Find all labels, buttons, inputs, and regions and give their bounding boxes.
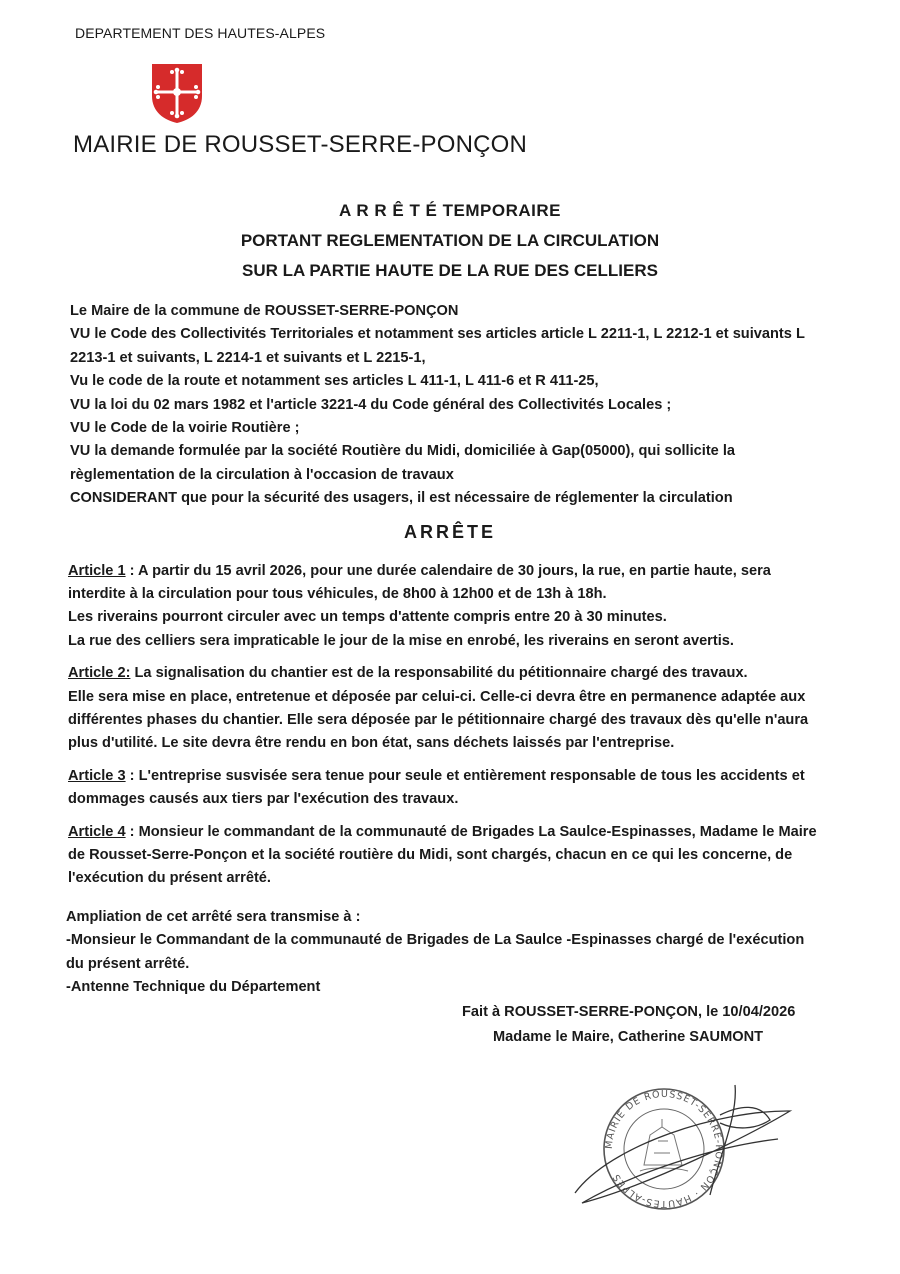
article-1-line-2: Les riverains pourront circuler avec un temps d'attente compris entre 20 à 30 minutes. (68, 609, 667, 626)
ampliation-line: -Antenne Technique du Département (66, 979, 321, 996)
article-3 (68, 765, 828, 811)
preamble-line: VU la loi du 02 mars 1982 et l'article 3221-4 du Code général des Collectivités Locales ; (70, 396, 672, 413)
document-title (0, 196, 900, 286)
preamble-line: CONSIDERANT que pour la sécurité des usagers, il est nécessaire de réglementer la circulation (70, 490, 733, 507)
title-line-1: A R R Ê T É TEMPORAIRE (339, 201, 561, 220)
preamble-line: Le Maire de la commune de ROUSSET-SERRE-PONÇON (70, 303, 459, 319)
article-1 (68, 560, 828, 653)
article-2-line-2: Elle sera mise en place, entretenue et déposée par celui-ci. Celle-ci devra être en permanence adaptée aux différentes phases du chantier. Elle sera déposée par le pétitionnaire chargé des travaux dès qu'elle n'aura plus d'utilité. Le site devra être rendu en bon état, sans déchets laissés par l'entreprise. (68, 688, 809, 751)
department-name: DEPARTEMENT DES HAUTES-ALPES (75, 25, 326, 41)
arrete-heading: ARRÊTE (403, 522, 496, 542)
article-1-line-3: La rue des celliers sera impraticable le jour de la mise en enrobé, les riverains en seront avertis. (68, 632, 734, 649)
article-4-text: : Monsieur le commandant de la communauté de Brigades La Saulce-Espinasses, Madame le Maire de Rousset-Serre-Ponçon et la société routière du Midi, sont chargés, chacun en ce qui les concerne, de l'exécution du présent arrêté. (68, 823, 817, 886)
preamble-line: règlementation de la circulation à l'occasion de travaux (70, 466, 454, 483)
official-stamp-with-signature-icon (570, 1075, 800, 1225)
signature-block (440, 1000, 800, 1050)
articles-section (68, 560, 828, 900)
preamble-line: Vu le code de la route et notamment ses articles L 411-1, L 411-6 et R 411-25, (70, 373, 599, 390)
article-2-label: Article 2: (68, 665, 131, 682)
signer-name: Madame le Maire, Catherine SAUMONT (493, 1029, 764, 1045)
article-2 (68, 662, 828, 755)
ampliation-section (66, 906, 826, 1000)
preamble-line: VU la demande formulée par la société Routière du Midi, domiciliée à Gap(05000), qui sollicite la (70, 443, 736, 460)
article-4-label: Article 4 (68, 823, 126, 840)
occitan-cross-crest-icon (150, 62, 204, 124)
article-3-text: : L'entreprise susvisée sera tenue pour seule et entièrement responsable de tous les accidents et dommages causés aux tiers par l'exécution des travaux. (68, 767, 805, 807)
article-3-label: Article 3 (68, 767, 126, 784)
preamble-line: VU le Code de la voirie Routière ; (70, 420, 300, 437)
article-1-label: Article 1 (68, 563, 126, 579)
article-4 (68, 821, 828, 891)
title-line-3: SUR LA PARTIE HAUTE DE LA RUE DES CELLIERS (242, 261, 658, 280)
preamble-line: 2213-1 et suivants, L 2214-1 et suivants et L 2215-1, (70, 349, 426, 366)
article-2-text: La signalisation du chantier est de la responsabilité du pétitionnaire chargé des travaux. (130, 665, 748, 682)
preamble-line: VU le Code des Collectivités Territoriales et notamment ses articles article L 2211-1, L 2212-1 et suivants L (70, 326, 805, 343)
ampliation-line: -Monsieur le Commandant de la communauté de Brigades de La Saulce -Espinasses chargé de l'exécution du présent arrêté. (66, 932, 805, 972)
stamp-text: MAIRIE DE ROUSSET-SERRE-PONÇON · HAUTES-ALPES (603, 1088, 725, 1210)
legal-preamble (70, 300, 830, 511)
article-1-text: : A partir du 15 avril 2026, pour une durée calendaire de 30 jours, la rue, en partie haute, sera interdite à la circulation pour tous véhicules, de 8h00 à 12h00 et de 13h à 18h. (68, 563, 771, 603)
ampliation-line: Ampliation de cet arrêté sera transmise à : (66, 909, 361, 925)
title-line-2: PORTANT REGLEMENTATION DE LA CIRCULATION (240, 231, 660, 250)
place-date: Fait à ROUSSET-SERRE-PONÇON, le 10/04/2026 (462, 1004, 796, 1020)
mairie-title: MAIRIE DE ROUSSET-SERRE-PONÇON (73, 131, 528, 158)
